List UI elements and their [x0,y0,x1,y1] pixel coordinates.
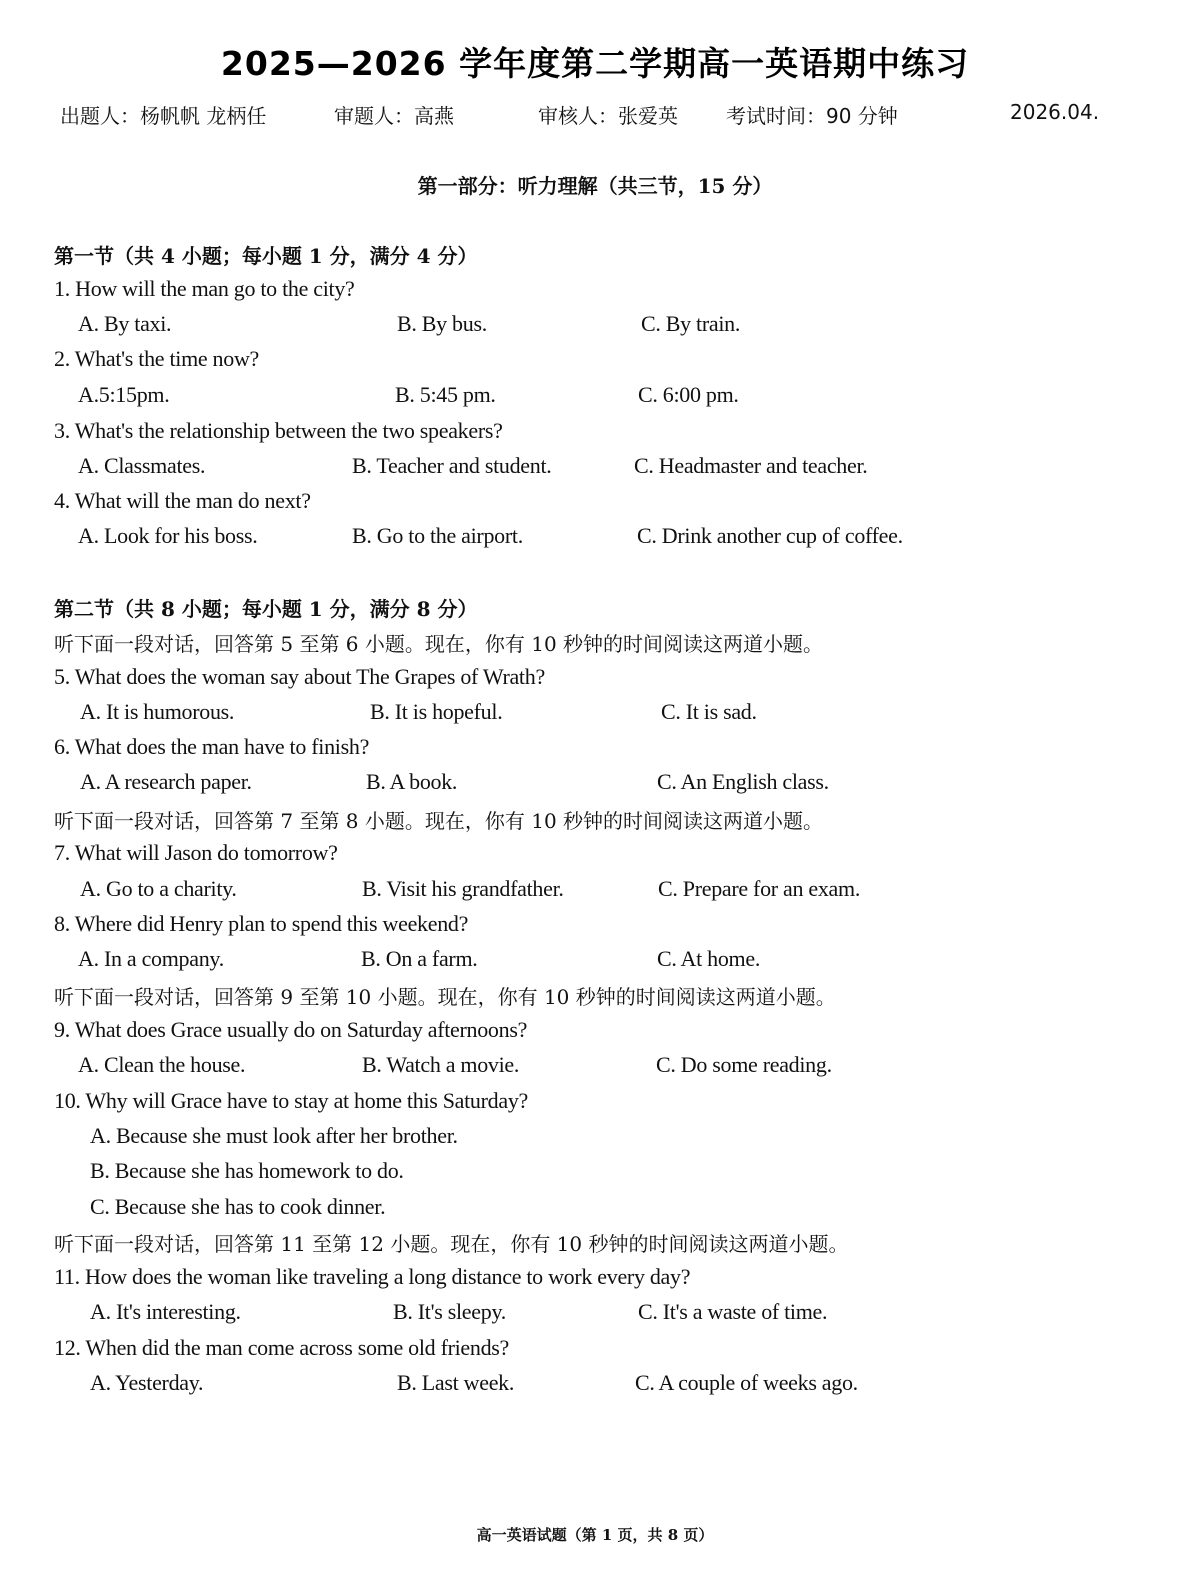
question-5-option-a: A. It is humorous. [80,699,235,724]
question-4-option-b: B. Go to the airport. [352,523,523,548]
question-4: 4. What will the man do next? [54,488,311,513]
question-12-option-c: C. A couple of weeks ago. [635,1370,858,1395]
question-6-option-a: A. A research paper. [80,769,252,794]
question-1-option-c: C. By train. [641,311,741,336]
instruction-q9-10: 听下面一段对话，回答第 9 至第 10 小题。现在，你有 10 秒钟的时间阅读这两道小题。 [54,985,836,1009]
question-10-option-a: A. Because she must look after her brother. [90,1123,458,1148]
question-2: 2. What's the time now? [54,346,260,371]
question-3-option-b: B. Teacher and student. [352,453,552,478]
question-7-option-a: A. Go to a charity. [80,876,237,901]
question-11: 11. How does the woman like traveling a long distance to work every day? [54,1264,691,1289]
question-6: 6. What does the man have to finish? [54,734,370,759]
question-4-option-c: C. Drink another cup of coffee. [637,523,903,548]
reviewer: 审题人：高燕 [334,104,454,128]
question-3-option-a: A. Classmates. [78,453,206,478]
question-8-option-a: A. In a company. [78,946,224,971]
question-2-option-b: B. 5:45 pm. [395,382,496,407]
part-title: 第一部分：听力理解（共三节，15 分） [417,174,773,198]
question-8: 8. Where did Henry plan to spend this weekend? [54,911,469,936]
question-1-option-a: A. By taxi. [78,311,172,336]
instruction-q5-6: 听下面一段对话，回答第 5 至第 6 小题。现在，你有 10 秒钟的时间阅读这两道小题。 [54,632,824,656]
question-10-option-c: C. Because she has to cook dinner. [90,1194,386,1219]
question-7-option-b: B. Visit his grandfather. [362,876,564,901]
question-9: 9. What does Grace usually do on Saturday afternoons? [54,1017,528,1042]
exam-meta [60,100,1170,130]
question-5: 5. What does the woman say about The Grapes of Wrath? [54,664,545,689]
question-9-option-c: C. Do some reading. [656,1052,832,1077]
question-11-option-a: A. It's interesting. [90,1299,241,1324]
question-5-option-c: C. It is sad. [661,699,757,724]
question-2-option-a: A.5:15pm. [78,382,170,407]
approver: 审核人：张爱英 [538,104,678,128]
exam-date: 2026.04. [1010,100,1100,124]
authors: 出题人：杨帆帆 龙柄任 [60,104,267,128]
question-6-option-b: B. A book. [366,769,458,794]
question-12-option-a: A. Yesterday. [90,1370,204,1395]
question-9-option-b: B. Watch a movie. [362,1052,520,1077]
question-11-option-b: B. It's sleepy. [393,1299,506,1324]
question-5-option-b: B. It is hopeful. [370,699,503,724]
instruction-q7-8: 听下面一段对话，回答第 7 至第 8 小题。现在，你有 10 秒钟的时间阅读这两道小题。 [54,809,824,833]
exam-title: 2025—2026 学年度第二学期高一英语期中练习 [220,44,970,83]
instruction-q11-12: 听下面一段对话，回答第 11 至第 12 小题。现在，你有 10 秒钟的时间阅读这两道小题。 [54,1232,849,1256]
question-3-option-c: C. Headmaster and teacher. [634,453,868,478]
exam-time: 考试时间：90 分钟 [726,104,898,128]
question-7-option-c: C. Prepare for an exam. [658,876,861,901]
question-10-option-b: B. Because she has homework to do. [90,1158,404,1183]
question-2-option-c: C. 6:00 pm. [638,382,739,407]
page-footer: 高一英语试题（第 1 页，共 8 页） [476,1526,714,1544]
question-3: 3. What's the relationship between the two speakers? [54,418,503,443]
question-8-option-c: C. At home. [657,946,761,971]
question-1: 1. How will the man go to the city? [54,276,355,301]
question-7: 7. What will Jason do tomorrow? [54,840,338,865]
question-6-option-c: C. An English class. [657,769,829,794]
question-12: 12. When did the man come across some old friends? [54,1335,510,1360]
question-11-option-c: C. It's a waste of time. [638,1299,828,1324]
question-8-option-b: B. On a farm. [361,946,478,971]
question-4-option-a: A. Look for his boss. [78,523,258,548]
section-1-heading: 第一节（共 4 小题；每小题 1 分，满分 4 分） [54,244,478,268]
question-9-option-a: A. Clean the house. [78,1052,246,1077]
question-12-option-b: B. Last week. [397,1370,515,1395]
question-10: 10. Why will Grace have to stay at home this Saturday? [54,1088,528,1113]
question-1-option-b: B. By bus. [397,311,487,336]
section-2-heading: 第二节（共 8 小题；每小题 1 分，满分 8 分） [54,597,478,621]
